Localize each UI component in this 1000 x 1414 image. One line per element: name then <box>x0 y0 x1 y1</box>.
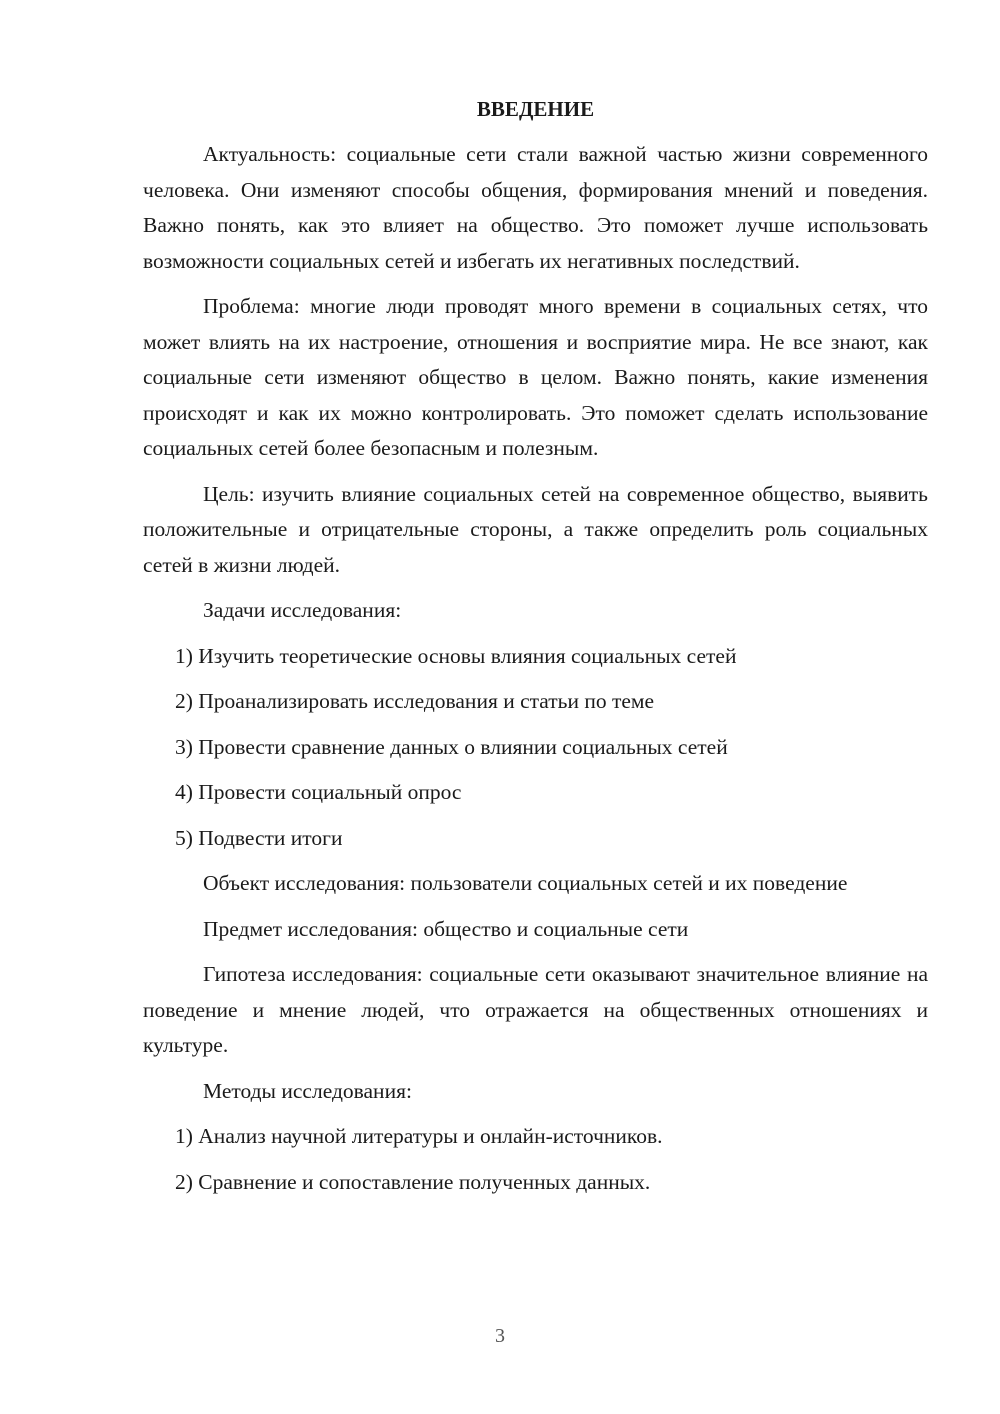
list-item: 1) Изучить теоретические основы влияния социальных сетей <box>175 643 737 668</box>
list-item: 2) Сравнение и сопоставление полученных данных. <box>175 1169 651 1194</box>
list-item: 5) Подвести итоги <box>175 825 343 850</box>
page-title: ВВЕДЕНИЕ <box>476 97 595 121</box>
list-item: 4) Провести социальный опрос <box>175 780 462 804</box>
problem-paragraph: Проблема: многие люди проводят много времени в социальных сетях, что может влиять на их настроение, отношения и восприятие мира. Не все знают, как социальные сети изменяют общество в целом. Важно понять, какие изменения происходят и как их можно контролировать. Это поможет сделать использование социальных сетей более безопасным и полезным. <box>143 294 928 460</box>
document-page <box>143 92 928 1210</box>
methods-heading: Методы исследования: <box>203 1078 412 1103</box>
tasks-heading: Задачи исследования: <box>203 598 402 622</box>
subject-paragraph: Предмет исследования: общество и социальные сети <box>203 916 689 941</box>
list-item: 3) Провести сравнение данных о влиянии социальных сетей <box>175 734 728 759</box>
goal-paragraph: Цель: изучить влияние социальных сетей на современное общество, выявить положительные и отрицательные стороны, а также определить роль социальных сетей в жизни людей. <box>143 481 928 577</box>
list-item: 1) Анализ научной литературы и онлайн-источников. <box>175 1124 663 1148</box>
list-item: 2) Проанализировать исследования и статьи по теме <box>175 689 655 713</box>
hypothesis-paragraph: Гипотеза исследования: социальные сети оказывают значительное влияние на поведение и мнение людей, что отражается на общественных отношениях и культуре. <box>143 962 928 1057</box>
methods-list <box>143 1119 928 1200</box>
relevance-paragraph: Актуальность: социальные сети стали важной частью жизни современного человека. Они изменяют способы общения, формирования мнений и поведения. Важно понять, как это влияет на общество. Это поможет лучше использовать возможности социальных сетей и избегать их негативных последствий. <box>143 142 928 273</box>
page-number: 3 <box>495 1325 505 1347</box>
object-paragraph: Объект исследования: пользователи социальных сетей и их поведение <box>203 871 848 895</box>
tasks-list <box>143 639 928 857</box>
